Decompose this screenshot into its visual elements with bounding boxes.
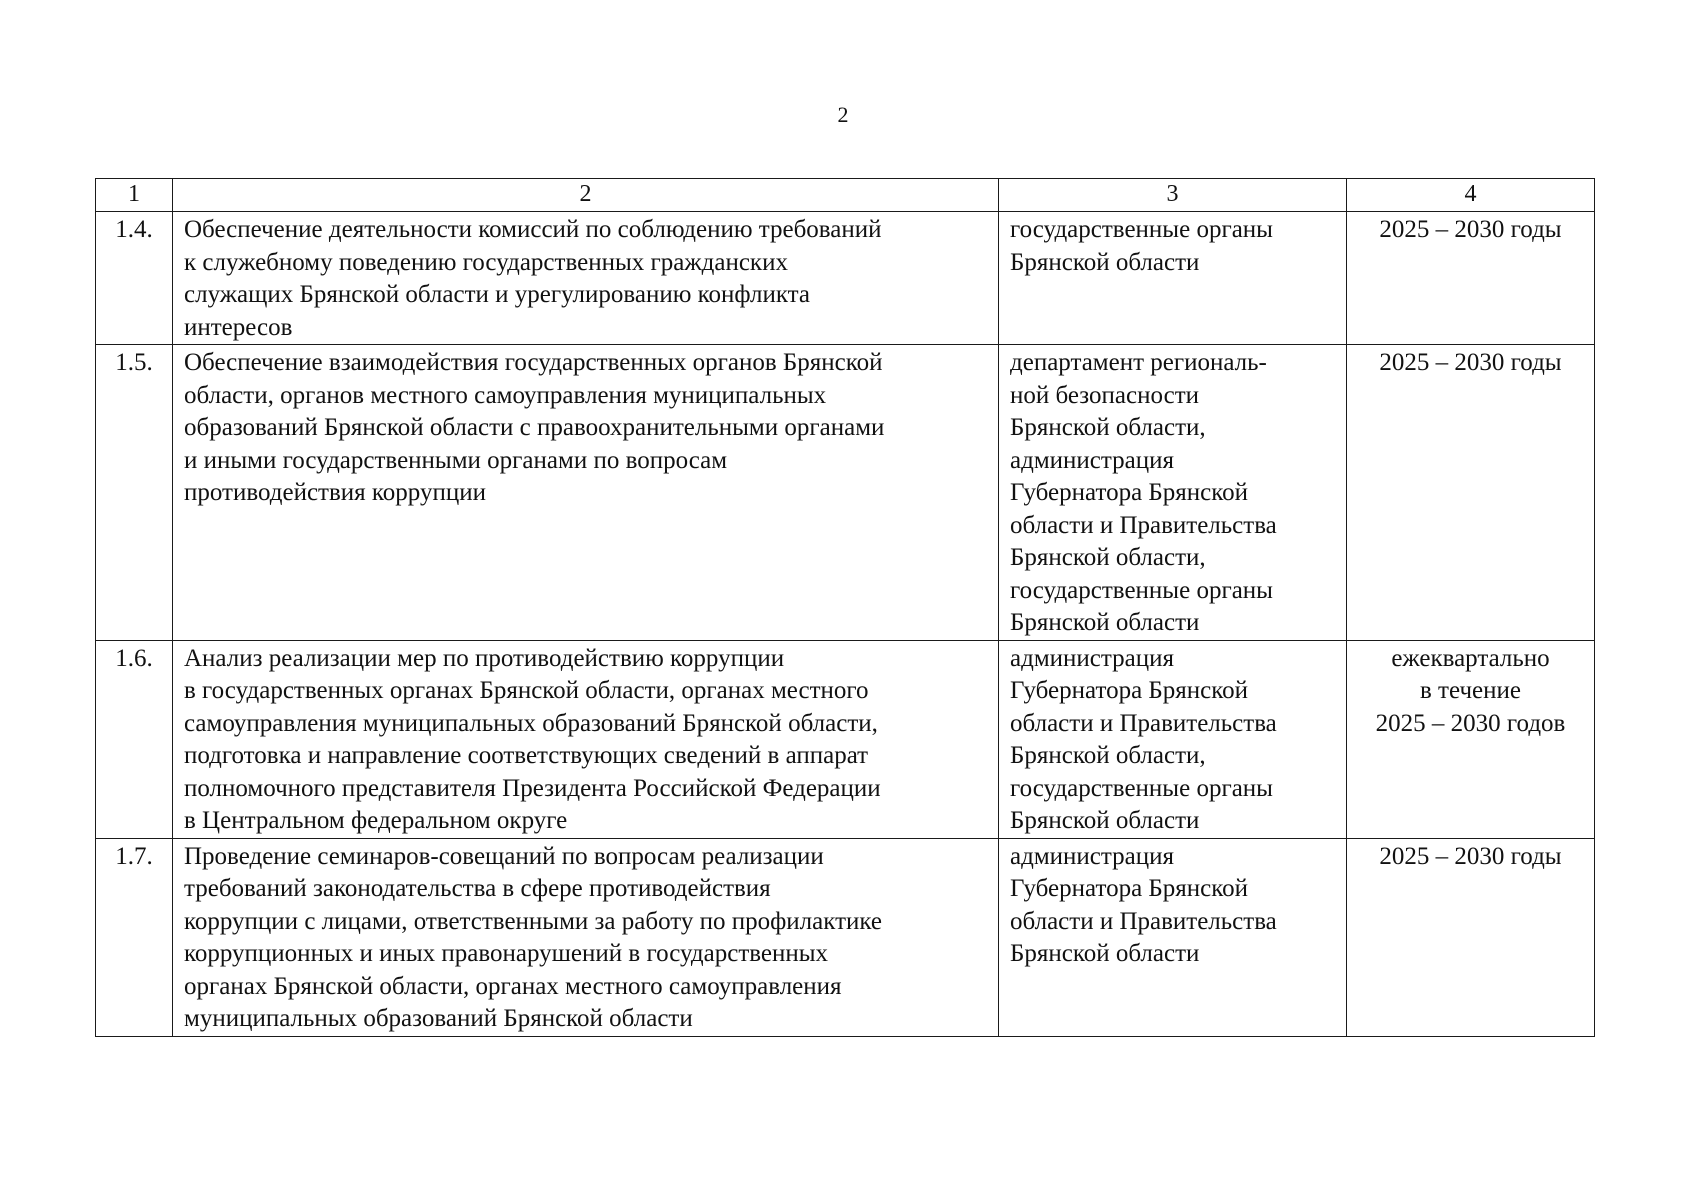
executor-line: Брянской области: [1010, 248, 1200, 276]
executor-line: Губернатора Брянской: [1010, 875, 1249, 902]
description-line: органах Брянской области, органах местного самоуправления: [184, 972, 842, 1000]
executor-line: Губернатора Брянской: [1010, 677, 1249, 704]
executor-line: государственные органы: [1010, 774, 1273, 802]
executor-line: Брянской области,: [1010, 742, 1206, 769]
executor-line: Брянской области,: [1010, 544, 1206, 571]
term-line: 2025 – 2030 годы: [1379, 349, 1562, 376]
description-line: области, органов местного самоуправления муниципальных: [184, 381, 827, 409]
row-number: 1.5.: [96, 345, 173, 641]
description-line: интересов: [184, 313, 293, 341]
executor-line: области и Правительства: [1010, 511, 1277, 539]
column-header-3: 3: [999, 179, 1347, 212]
responsible-executor: [999, 345, 1347, 641]
measure-description: [173, 838, 999, 1036]
executor-line: Губернатора Брянской: [1010, 479, 1249, 506]
executor-line: государственные органы: [1010, 216, 1273, 243]
description-line: Анализ реализации мер по противодействию коррупции: [184, 644, 785, 672]
executor-line: администрация: [1010, 644, 1174, 672]
execution-term: [1347, 640, 1595, 838]
executor-line: области и Правительства: [1010, 709, 1277, 737]
executor-line: Брянской области: [1010, 807, 1200, 834]
executor-line: Брянской области,: [1010, 414, 1206, 441]
table-row: [96, 838, 1595, 1036]
table-row: [96, 345, 1595, 641]
measure-description: [173, 640, 999, 838]
column-header-4: 4: [1347, 179, 1595, 212]
term-line: 2025 – 2030 годы: [1379, 842, 1562, 870]
execution-term: [1347, 212, 1595, 345]
term-line: в течение: [1420, 677, 1521, 704]
description-line: подготовка и направление соответствующих сведений в аппарат: [184, 742, 869, 769]
description-line: муниципальных образований Брянской области: [184, 1005, 693, 1032]
description-line: Обеспечение деятельности комиссий по соблюдению требований: [184, 216, 882, 243]
executor-line: ной безопасности: [1010, 381, 1200, 409]
executor-line: Брянской области: [1010, 609, 1200, 636]
row-number: 1.6.: [96, 640, 173, 838]
description-line: самоуправления муниципальных образований Брянской области,: [184, 709, 878, 737]
responsible-executor: [999, 212, 1347, 345]
description-line: требований законодательства в сфере противодействия: [184, 875, 771, 902]
executor-line: Брянской области: [1010, 940, 1200, 967]
table-row: [96, 212, 1595, 345]
execution-term: [1347, 838, 1595, 1036]
table-row: [96, 640, 1595, 838]
executor-line: области и Правительства: [1010, 907, 1277, 935]
column-header-1: 1: [96, 179, 173, 212]
measures-table: [95, 178, 1595, 1037]
term-line: ежеквартально: [1391, 644, 1550, 672]
measure-description: [173, 212, 999, 345]
description-line: коррупционных и иных правонарушений в государственных: [184, 940, 829, 967]
description-line: в государственных органах Брянской области, органах местного: [184, 677, 869, 704]
description-line: к служебному поведению государственных гражданских: [184, 248, 788, 276]
term-line: 2025 – 2030 годы: [1379, 216, 1562, 243]
responsible-executor: [999, 640, 1347, 838]
description-line: служащих Брянской области и урегулированию конфликта: [184, 281, 810, 308]
execution-term: [1347, 345, 1595, 641]
executor-line: департамент региональ-: [1010, 349, 1267, 376]
measure-description: [173, 345, 999, 641]
row-number: 1.4.: [96, 212, 173, 345]
description-line: коррупции с лицами, ответственными за работу по профилактике: [184, 907, 882, 935]
table-header-row: [96, 179, 1595, 212]
row-number: 1.7.: [96, 838, 173, 1036]
description-line: в Центральном федеральном округе: [184, 807, 568, 834]
description-line: Проведение семинаров-совещаний по вопросам реализации: [184, 842, 824, 870]
description-line: противодействия коррупции: [184, 479, 486, 506]
page-number: 2: [837, 102, 849, 127]
description-line: полномочного представителя Президента Российской Федерации: [184, 774, 881, 802]
column-header-2: 2: [173, 179, 999, 212]
responsible-executor: [999, 838, 1347, 1036]
executor-line: государственные органы: [1010, 576, 1273, 604]
term-line: 2025 – 2030 годов: [1375, 709, 1566, 737]
executor-line: администрация: [1010, 842, 1174, 870]
description-line: и иными государственными органами по вопросам: [184, 446, 728, 474]
description-line: Обеспечение взаимодействия государственных органов Брянской: [184, 349, 883, 376]
executor-line: администрация: [1010, 446, 1174, 474]
description-line: образований Брянской области с правоохранительными органами: [184, 414, 885, 441]
